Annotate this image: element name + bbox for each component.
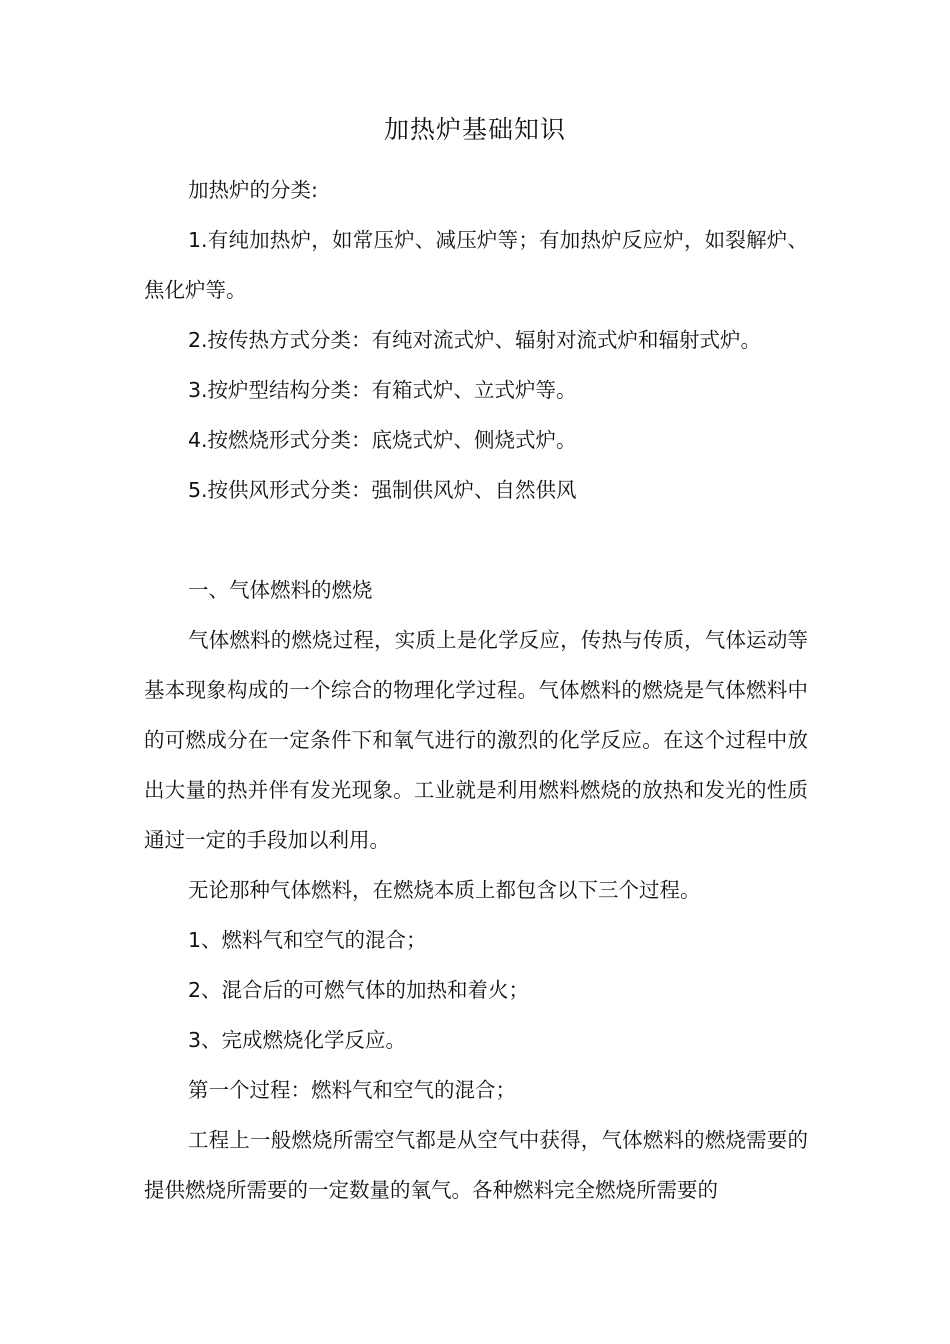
paragraph-item-2: 2.按传热方式分类：有纯对流式炉、辐射对流式炉和辐射式炉。	[188, 328, 762, 352]
list-item-process-3: 3、完成燃烧化学反应。	[188, 1028, 407, 1052]
paragraph-item-1: 1.有纯加热炉，如常压炉、减压炉等；有加热炉反应炉，如裂解炉、焦化炉等。	[144, 228, 808, 302]
section-heading-gas-fuel: 一、气体燃料的燃烧	[188, 578, 373, 602]
paragraph-gas-combustion-process: 气体燃料的燃烧过程，实质上是化学反应，传热与传质，气体运动等基本现象构成的一个综合的物理化学过程。气体燃料的燃烧是气体燃料中的可燃成分在一定条件下和氧气进行的激烈的化学反应。在这个过程中放出大量的热并伴有发光现象。工业就是利用燃料燃烧的放热和发光的性质通过一定的手段加以利用。	[144, 628, 808, 852]
paragraph-first-process: 第一个过程：燃料气和空气的混合；	[188, 1078, 516, 1102]
paragraph-air-supply: 工程上一般燃烧所需空气都是从空气中获得，气体燃料的燃烧需要的提供燃烧所需要的一定数量的氧气。各种燃料完全燃烧所需要的	[144, 1128, 808, 1202]
document-body	[144, 165, 808, 1215]
list-item-process-1: 1、燃料气和空气的混合；	[188, 928, 427, 952]
paragraph-item-3: 3.按炉型结构分类：有箱式炉、立式炉等。	[188, 378, 577, 402]
paragraph-item-4: 4.按燃烧形式分类：底烧式炉、侧烧式炉。	[188, 428, 577, 452]
list-item-process-2: 2、混合后的可燃气体的加热和着火；	[188, 978, 530, 1002]
document-title: 加热炉基础知识	[383, 115, 566, 144]
blank-line	[144, 515, 808, 565]
paragraph-item-5: 5.按供风形式分类：强制供风炉、自然供风	[188, 478, 577, 502]
paragraph-classification-heading: 加热炉的分类:	[188, 178, 318, 202]
paragraph-three-processes-intro: 无论那种气体燃料，在燃烧本质上都包含以下三个过程。	[188, 878, 701, 902]
